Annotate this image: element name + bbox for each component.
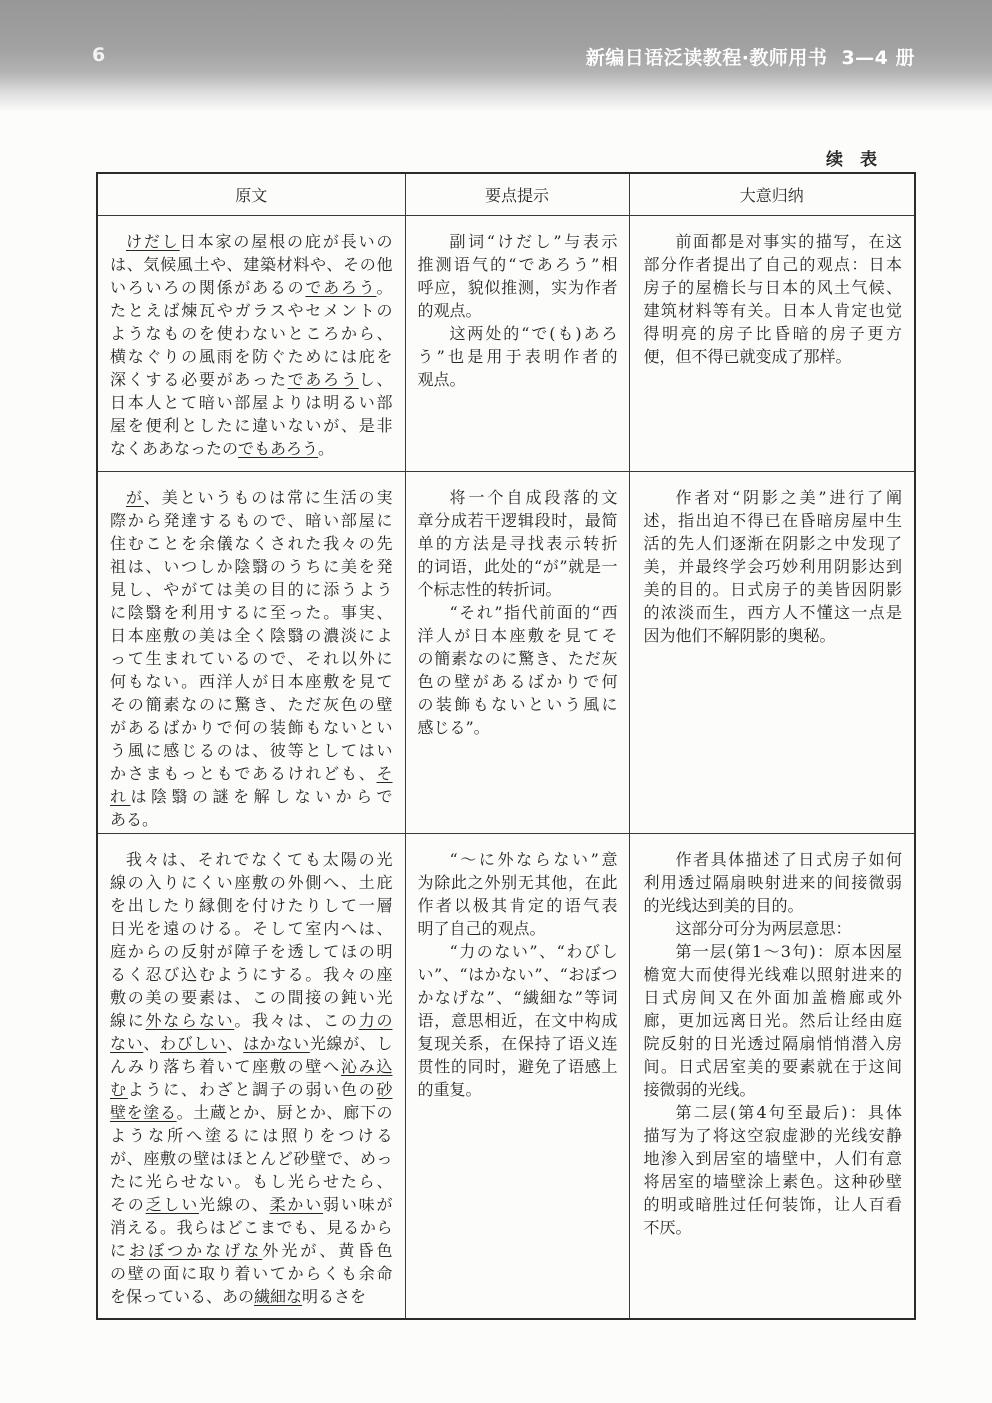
underlined-phrase: おぼつかなげな: [129, 1240, 263, 1260]
paragraph: [418, 486, 618, 601]
text-segment: 光線が、し: [309, 1033, 393, 1053]
text-line: ような所へ塗るには照りをつける: [110, 1125, 393, 1145]
paragraph: [644, 848, 903, 917]
text-line: [110, 1101, 393, 1124]
tips-cell: [405, 215, 629, 471]
text-line: の壁の面に取り着いてからくも余命: [110, 1263, 393, 1283]
table-row: [97, 471, 915, 833]
text-line: 作者以极其肯定的语气表: [417, 895, 618, 915]
text-line: を出したり縁側を付けたりして一層: [110, 895, 393, 915]
text-segment: に: [110, 1240, 130, 1260]
underlined-phrase: れ: [110, 786, 131, 806]
text-line: 感じる”。: [417, 717, 490, 737]
original-text-cell: [97, 471, 405, 833]
text-segment: 線に: [110, 1010, 146, 1030]
text-line: 描写为了将这空寂虚渺的光线安静: [643, 1125, 902, 1145]
text-line: 線の入りにくい座敷の外側へ、土庇: [110, 872, 393, 892]
text-line: 我々は、それでなくても太陽の光: [126, 849, 393, 869]
text-line: 语，意思相近，在文中构成: [417, 1010, 618, 1030]
text-line: 的浓淡而生，西方人不懂这一点是: [643, 602, 902, 622]
tips-cell: [405, 471, 629, 833]
underlined-phrase: 沁み込: [340, 1056, 393, 1076]
underlined-phrase: わびしい: [159, 1033, 227, 1053]
text-line: 不厌。: [643, 1217, 692, 1237]
text-segment: 。我々は、この: [234, 1010, 359, 1030]
paragraph: [418, 230, 618, 322]
text-line: 副词“けだし”与表示: [449, 231, 618, 251]
text-line: 为除此之外别无其他，在此: [417, 872, 618, 892]
text-line: 美，并最终学会巧妙利用阴影达到: [643, 556, 902, 576]
underlined-phrase: けだし: [126, 231, 180, 251]
text-line: の簡素なのに驚き、ただ灰: [417, 648, 618, 668]
paragraph: [418, 322, 618, 391]
paragraph: [418, 848, 618, 940]
text-line: 明了自己的观点。: [417, 918, 546, 938]
text-segment: 。: [318, 438, 335, 458]
text-line: が、座敷の壁はほとんど砂壁で、めっ: [110, 1148, 393, 1168]
text-line: “それ”指代前面的“西: [449, 602, 618, 622]
text-line: 的观点。: [417, 300, 482, 320]
text-segment: かさまもっともであるけれども、: [110, 763, 377, 783]
text-line: 因为他们不解阴影的奥秘。: [643, 625, 836, 645]
text-segment: なくああなったの: [110, 438, 239, 458]
underlined-phrase: 砂: [376, 1079, 393, 1099]
text-line: [110, 1032, 393, 1055]
text-line: い”、“はかない”、“おぼつ: [417, 964, 618, 984]
text-line: [110, 1009, 393, 1032]
tips-cell: [405, 833, 629, 1319]
text-line: 得明亮的房子比昏暗的房子更方: [643, 323, 902, 343]
text-segment: いろいろの関係があるの: [110, 277, 306, 297]
text-line: [110, 785, 393, 808]
text-line: 第二层(第4句至最后)：具体: [675, 1102, 902, 1122]
text-line: 美的目的。日式房子的美皆因阴影: [643, 579, 902, 599]
text-line: 贯性的同时，避免了语感上: [417, 1056, 618, 1076]
summary-cell: [629, 215, 915, 471]
volume-label: 3—4 册: [841, 47, 915, 69]
text-line: 敷の美の要素は、この間接の鈍い光: [110, 987, 393, 1007]
text-segment: し、: [358, 369, 393, 389]
paragraph: [644, 917, 903, 940]
text-line: 祖は、いつしか陰翳のうちに美を発: [110, 556, 393, 576]
text-line: 建筑材料等有关。日本人肯定也觉: [643, 300, 902, 320]
underlined-phrase: であろう: [305, 277, 377, 297]
paragraph: [644, 940, 903, 1101]
text-segment: 外光が、黄昏色: [262, 1240, 393, 1260]
text-line: 見し、やがては美の目的に添うよう: [110, 579, 393, 599]
text-segment: を保っている、あの: [110, 1286, 255, 1306]
text-line: 屋を便利としたに違いないが、是非: [110, 415, 393, 435]
text-segment: 日本家の屋根の庇が長いの: [179, 231, 393, 251]
text-line: たに光らせない。もし光らせたら、: [110, 1171, 393, 1191]
text-line: 住むことを余儀なくされた我々の先: [110, 533, 393, 553]
text-line: 这部分可分为两层意思：: [675, 918, 852, 938]
paragraph: [110, 848, 393, 1308]
text-line: [110, 1078, 393, 1101]
underlined-phrase: 外ならない: [145, 1010, 235, 1030]
text-line: 第一层(第1～3句)：原本因屋: [675, 941, 902, 961]
text-line: ようなものを使わないところから、: [110, 323, 393, 343]
text-line: 利用透过隔扇映射进来的间接微弱: [643, 872, 902, 892]
text-line: 接微弱的光线。: [643, 1079, 756, 1099]
text-line: 单的方法是寻找表示转折: [417, 533, 618, 553]
paragraph: [644, 230, 903, 368]
original-text-cell: [97, 215, 405, 471]
text-line: 日本座敷の美は全く陰翳の濃淡によ: [110, 625, 393, 645]
text-line: 述，指出迫不得已在昏暗房屋中生: [643, 510, 902, 530]
text-segment: 、: [226, 1033, 244, 1053]
text-line: 的重复。: [417, 1079, 482, 1099]
underlined-phrase: 力の: [358, 1010, 393, 1030]
underlined-phrase: 柔かい: [269, 1194, 324, 1214]
text-line: 洋人が日本座敷を見てそ: [417, 625, 618, 645]
text-segment: ように、わざと調子の弱い色の: [127, 1079, 377, 1099]
text-segment: 。土蔵とか、厨とか、廊下の: [176, 1102, 393, 1122]
original-text-cell: [97, 833, 405, 1319]
text-line: 地渗入到居室的墙壁中，人们有意: [643, 1148, 902, 1168]
text-line: 章分成若干逻辑段时，最简: [417, 510, 618, 530]
text-line: 活的先人们逐渐在阴影之中发现了: [643, 533, 902, 553]
text-line: に陰翳を利用するに至った。事実、: [110, 602, 393, 622]
summary-cell: [629, 471, 915, 833]
text-segment: 、美というものは常に生活の実: [143, 487, 393, 507]
text-segment: 光線の、: [199, 1194, 270, 1214]
text-line: 作者具体描述了日式房子如何: [675, 849, 902, 869]
continued-table-label: 续 表: [826, 150, 877, 170]
text-line: 庭からの反射が障子を透してほの明: [110, 941, 393, 961]
text-line: 复现关系，在保持了语义连: [417, 1033, 618, 1053]
text-line: 日本人とて暗い部屋よりは明るい部: [110, 392, 393, 412]
text-line: 的词语，此处的“が”就是一: [417, 556, 618, 576]
text-line: [110, 368, 393, 391]
text-line: 个标志性的转折词。: [417, 579, 562, 599]
text-line: 将居室的墙壁涂上素色。这种砂壁: [643, 1171, 902, 1191]
text-line: があるばかりで何の装飾もないとい: [110, 717, 393, 737]
text-segment: 、: [143, 1033, 160, 1053]
underlined-phrase: はかない: [243, 1033, 310, 1053]
text-line: 廊，更加远离日光。然后让经由庭: [643, 1010, 902, 1030]
text-line: 何もない。西洋人が日本座敷を見て: [110, 671, 393, 691]
text-line: 消える。我らはどこまでも、見るから: [110, 1217, 393, 1237]
text-line: 檐宽大而使得光线难以照射进来的: [643, 964, 902, 984]
text-line: って生まれているので、それ以外に: [110, 648, 393, 668]
column-header-summary: 大意归纳: [629, 173, 915, 215]
text-line: [110, 437, 393, 460]
underlined-phrase: ない: [110, 1033, 144, 1053]
text-line: 这两处的“で(も)あろ: [449, 323, 618, 343]
column-header-tips: 要点提示: [405, 173, 629, 215]
text-line: 将一个自成段落的文: [449, 487, 618, 507]
table-header-row: [97, 173, 915, 215]
book-title: 新编日语泛读教程·教师用书: [585, 47, 828, 69]
text-line: るく忍び込むようにする。我々の座: [110, 964, 393, 984]
underlined-phrase: でもあろう: [238, 438, 319, 458]
text-line: [110, 486, 393, 509]
text-line: [110, 276, 393, 299]
paragraph: [644, 1101, 903, 1239]
text-line: 的明或暗胜过任何装饰，让人百看: [643, 1194, 902, 1214]
text-line: “～に外ならない”意: [449, 849, 618, 869]
text-segment: 。: [376, 277, 393, 297]
text-line: “力のない”、“わびし: [449, 941, 618, 961]
text-line: う風に感じるのは、彼等としてはい: [110, 740, 393, 760]
text-line: 推测语气的“であろう”相: [417, 254, 618, 274]
text-line: [110, 762, 393, 785]
text-line: は、気候風土や、建築材料や、その他: [110, 254, 393, 274]
text-line: 间。日式居室美的要素就在于这间: [643, 1056, 902, 1076]
underlined-phrase: 繊細な: [254, 1286, 303, 1306]
text-line: 房子的屋檐长与日本的风土气候、: [643, 277, 902, 297]
text-segment: 明るさを: [302, 1286, 367, 1306]
text-line: 色の壁があるばかりで何: [417, 671, 618, 691]
text-line: 便，但不得已就变成了那样。: [643, 346, 852, 366]
paragraph: [110, 486, 393, 831]
underlined-phrase: そ: [376, 763, 393, 783]
text-line: その簡素なのに驚き、ただ灰色の壁: [110, 694, 393, 714]
table-row: [97, 215, 915, 471]
underlined-phrase: であろう: [287, 369, 359, 389]
annotation-table: [96, 172, 916, 1320]
text-line: 際から発達するもので、暗い部屋に: [110, 510, 393, 530]
paragraph: [110, 230, 393, 460]
paragraph: [644, 486, 903, 647]
underlined-phrase: が: [126, 487, 144, 507]
paragraph: [418, 940, 618, 1101]
underlined-phrase: 乏しい: [145, 1194, 200, 1214]
text-segment: 弱い味が: [323, 1194, 393, 1214]
underlined-phrase: む: [110, 1079, 128, 1099]
column-header-original: 原文: [97, 173, 405, 215]
text-line: 横なぐりの風雨を防ぐためには庇を: [110, 346, 393, 366]
text-line: 呼应，貌似推测，实为作者: [417, 277, 618, 297]
text-line: 部分作者提出了自己的观点：日本: [643, 254, 902, 274]
text-line: ある。: [110, 809, 159, 829]
text-segment: んみり落ち着いて座敷の壁へ: [110, 1056, 341, 1076]
text-line: たとえば煉瓦やガラスやセメントの: [110, 300, 393, 320]
text-line: の装飾もないという風に: [417, 694, 618, 714]
text-line: [110, 230, 393, 253]
text-line: う”也是用于表明作者的: [417, 346, 618, 366]
text-line: 前面都是对事实的描写，在这: [675, 231, 902, 251]
text-line: 观点。: [417, 369, 466, 389]
table-row: [97, 833, 915, 1319]
page-number: 6: [92, 44, 106, 66]
text-line: 日式房间又在外面加盖檐廊或外: [643, 987, 902, 1007]
text-line: 院反射的日光透过隔扇悄悄潜入房: [643, 1033, 902, 1053]
text-segment: その: [110, 1194, 146, 1214]
text-line: 日光を遠のける。そして室内へは、: [110, 918, 393, 938]
text-line: [110, 1285, 393, 1308]
paragraph: [418, 601, 618, 739]
underlined-phrase: 壁を塗る: [110, 1102, 177, 1122]
text-line: 的光线达到美的目的。: [643, 895, 804, 915]
text-segment: 深くする必要があった: [110, 369, 288, 389]
text-line: [110, 1239, 393, 1262]
summary-cell: [629, 833, 915, 1319]
text-line: 作者对“阴影之美”进行了阐: [675, 487, 902, 507]
text-segment: は陰翳の謎を解しないからで: [130, 786, 393, 806]
text-line: [110, 1055, 393, 1078]
text-line: [110, 1193, 393, 1216]
running-title: [586, 43, 915, 70]
text-line: かなげな”、“繊細な”等词: [417, 987, 618, 1007]
